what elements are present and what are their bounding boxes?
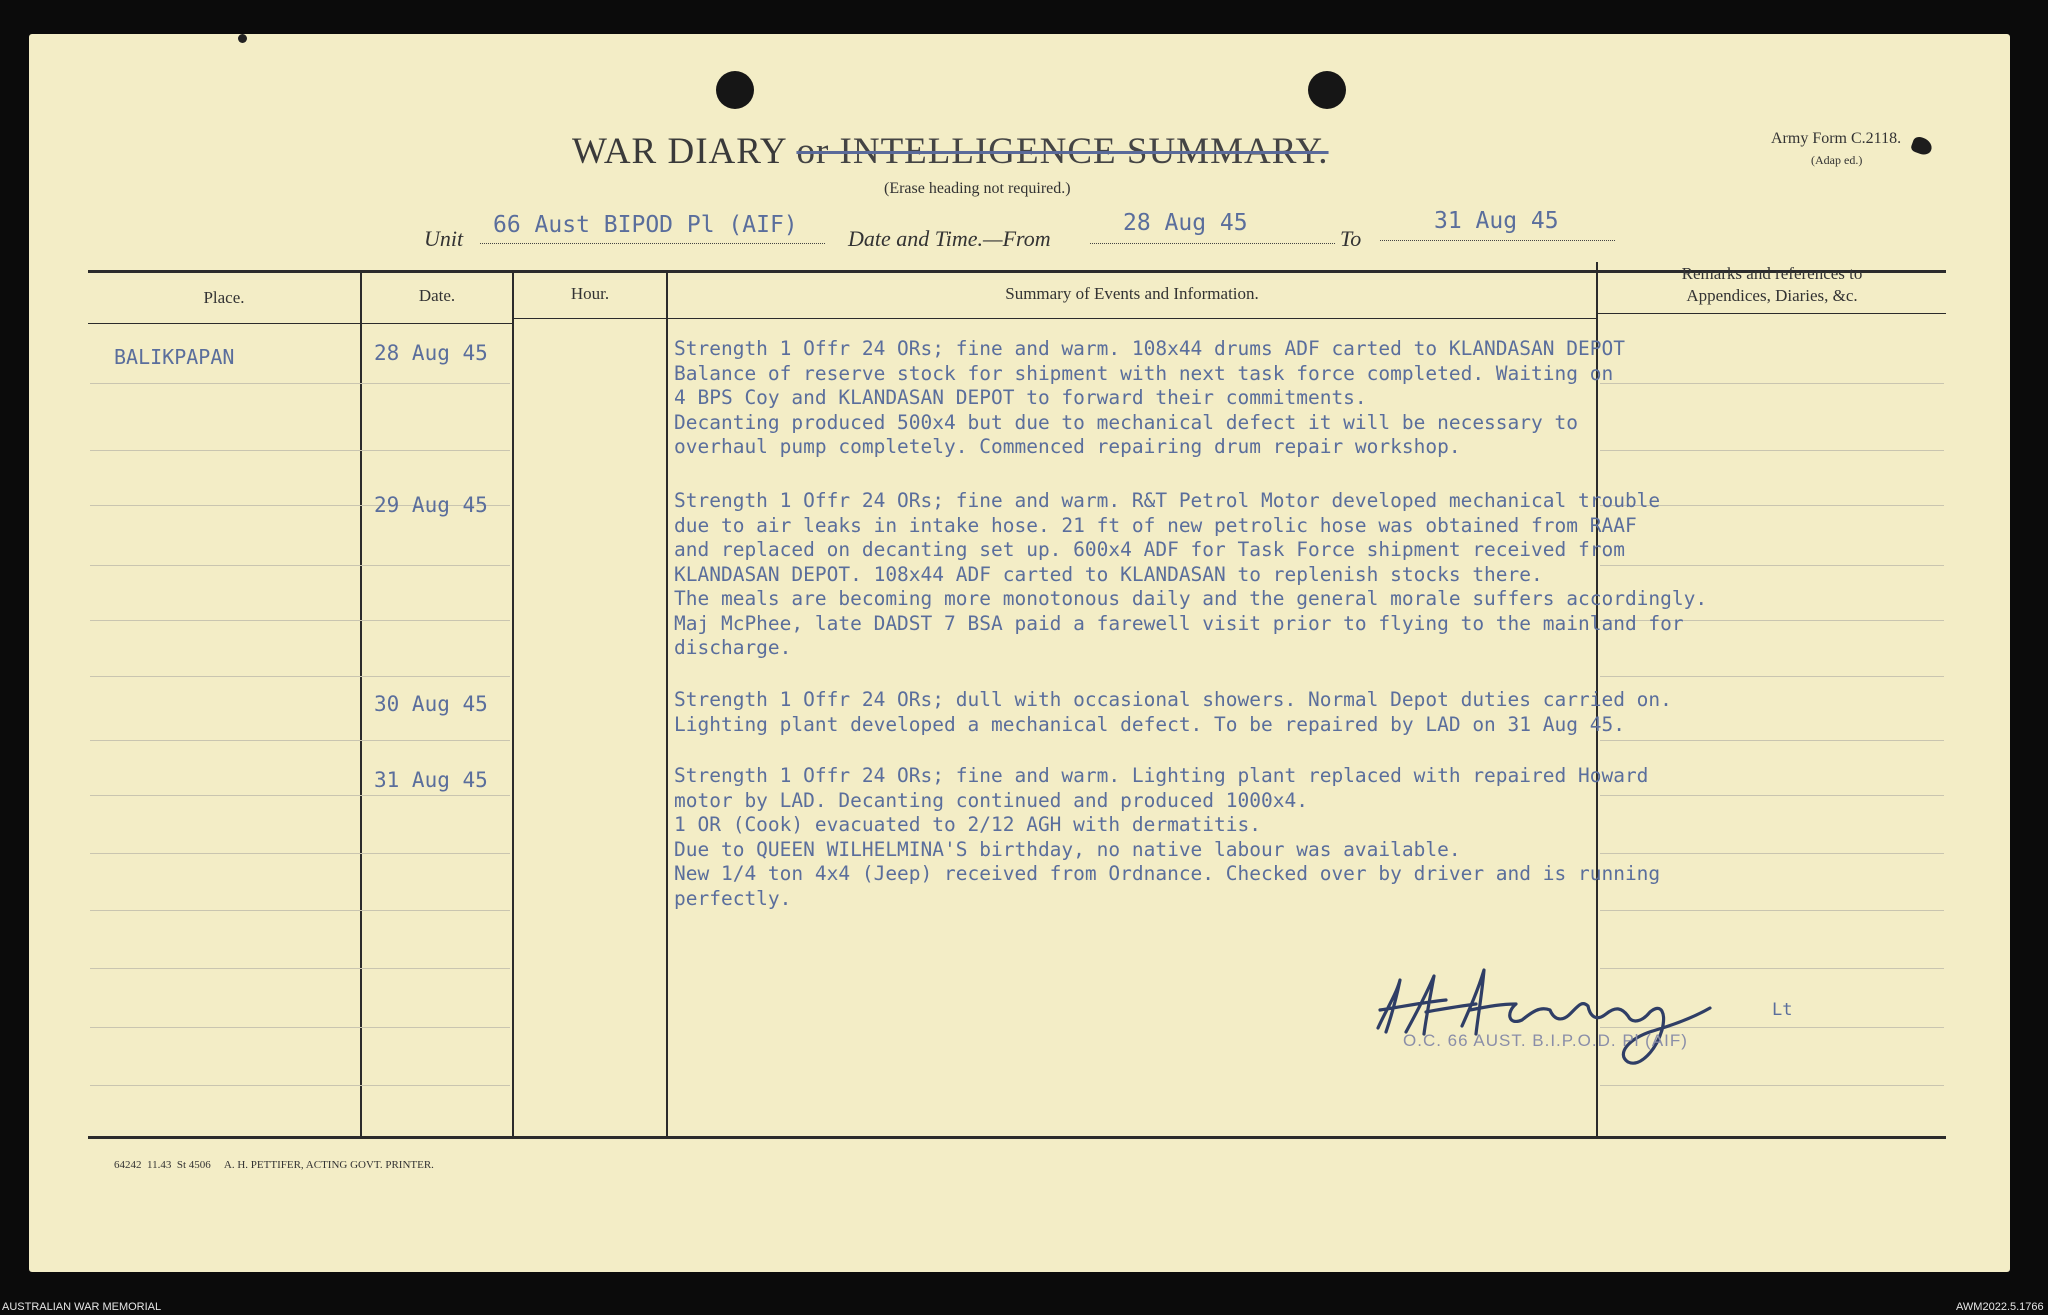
entry-date: 29 Aug 45: [374, 493, 488, 517]
entry-date: 28 Aug 45: [374, 341, 488, 365]
unit-underline: [480, 243, 825, 244]
col-header-remarks-line1: Remarks and references to: [1681, 264, 1863, 283]
punch-hole-left: [716, 71, 754, 109]
entry-summary-29-aug: [674, 489, 1707, 661]
signature: [1366, 950, 1746, 1080]
summary-line: Strength 1 Offr 24 ORs; fine and warm. 108x44 drums ADF carted to KLANDASAN DEPOT: [674, 337, 1625, 360]
summary-line: 1 OR (Cook) evacuated to 2/12 AGH with dermatitis.: [674, 813, 1261, 836]
army-form-number: Army Form C.2118.: [1771, 130, 1902, 147]
summary-line: The meals are becoming more monotonous daily and the general morale suffers accordingly.: [674, 587, 1708, 610]
to-underline: [1380, 240, 1615, 241]
table-bottom-border: [88, 1136, 1946, 1139]
punch-hole-right: [1308, 71, 1346, 109]
summary-line: due to air leaks in intake hose. 21 ft of new petrolic hose was obtained from RAAF: [674, 513, 1637, 537]
title-main: WAR DIARY: [572, 131, 787, 172]
summary-line: Strength 1 Offr 24 ORs; dull with occasional showers. Normal Depot duties carried on.: [674, 688, 1672, 711]
summary-line: Strength 1 Offr 24 ORs; fine and warm. R&T Petrol Motor developed mechanical trouble: [674, 489, 1661, 512]
col-header-hour: Hour.: [570, 284, 610, 303]
col-header-date: Date.: [418, 286, 456, 305]
title-struck: or INTELLIGENCE SUMMARY.: [796, 131, 1329, 172]
printer-imprint: 64242 11.43 St 4506 A. H. PETTIFER, ACTING GOVT. PRINTER.: [114, 1159, 434, 1171]
army-form-adapted: (Adap ed.): [1811, 153, 1863, 167]
signature-rank: Lt: [1772, 1000, 1793, 1020]
col-header-place: Place.: [203, 288, 245, 307]
entry-date: 30 Aug 45: [374, 692, 488, 716]
summary-line: Due to QUEEN WILHELMINA'S birthday, no native labour was available.: [674, 837, 1461, 861]
entry-summary-31-aug: [674, 764, 1660, 911]
summary-line: Strength 1 Offr 24 ORs; fine and warm. Lighting plant replaced with repaired Howard: [674, 764, 1649, 787]
form-title: [572, 130, 1329, 173]
entry-summary-30-aug: [674, 688, 1672, 737]
oc-stamp: O.C. 66 AUST. B.I.P.O.D. Pl (AIF): [1403, 1031, 1688, 1050]
summary-line: Decanting produced 500x4 but due to mechanical defect it will be necessary to: [674, 410, 1578, 434]
col-header-summary: Summary of Events and Information.: [1005, 284, 1259, 303]
speck: [238, 34, 247, 43]
summary-line: New 1/4 ton 4x4 (Jeep) received from Ordnance. Checked over by driver and is running: [674, 862, 1661, 885]
date-from-label: Date and Time.—From: [848, 226, 1051, 251]
header-underline-hour: [514, 318, 666, 319]
summary-line: Lighting plant developed a mechanical defect. To be repaired by LAD on 31 Aug 45.: [674, 712, 1625, 736]
date-from-value: 28 Aug 45: [1123, 210, 1248, 236]
unit-label: Unit: [424, 226, 464, 251]
summary-line: and replaced on decanting set up. 600x4 ADF for Task Force shipment received from: [674, 538, 1625, 561]
col-header-remarks-line2: Appendices, Diaries, &c.: [1686, 286, 1858, 305]
col-divider-hour: [666, 270, 668, 1138]
col-divider-place: [360, 270, 362, 1138]
entry-date: 31 Aug 45: [374, 768, 488, 792]
header-underline-date: [362, 323, 512, 324]
summary-line: motor by LAD. Decanting continued and produced 1000x4.: [674, 788, 1308, 812]
date-to-label: To: [1340, 226, 1362, 251]
col-divider-date: [512, 270, 514, 1138]
header-underline-summary: [668, 318, 1596, 319]
credit-right: AWM2022.5.1766: [1956, 1301, 2044, 1313]
date-to-value: 31 Aug 45: [1434, 208, 1559, 234]
summary-line: discharge.: [674, 636, 792, 659]
summary-line: 4 BPS Coy and KLANDASAN DEPOT to forward their commitments.: [674, 386, 1367, 409]
credit-left: AUSTRALIAN WAR MEMORIAL: [2, 1301, 162, 1313]
header-underline-place: [88, 323, 360, 324]
entry-summary-28-aug: [674, 337, 1625, 460]
summary-line: perfectly.: [674, 886, 792, 910]
unit-value: 66 Aust BIPOD Pl (AIF): [493, 212, 798, 238]
erase-note: (Erase heading not required.): [884, 180, 1071, 197]
summary-line: Maj McPhee, late DADST 7 BSA paid a farewell visit prior to flying to the mainland for: [674, 611, 1684, 635]
header-underline-remarks: [1598, 313, 1946, 314]
place-value: BALIKPAPAN: [114, 345, 235, 369]
summary-line: Balance of reserve stock for shipment with next task force completed. Waiting on: [674, 361, 1614, 385]
from-underline: [1090, 243, 1335, 244]
summary-line: KLANDASAN DEPOT. 108x44 ADF carted to KLANDASAN to replenish stocks there.: [674, 562, 1543, 586]
summary-line: overhaul pump completely. Commenced repairing drum repair workshop.: [674, 435, 1461, 458]
